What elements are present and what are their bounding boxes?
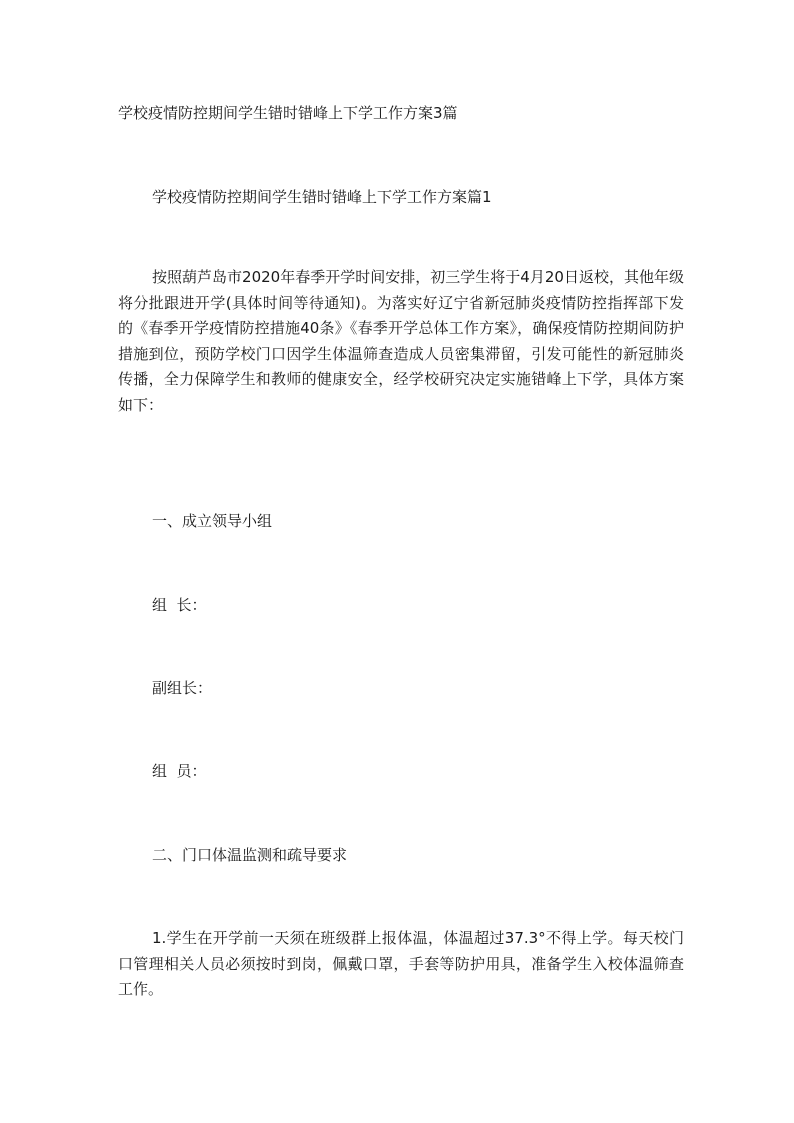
document-title: 学校疫情防控期间学生错时错峰上下学工作方案3篇: [118, 104, 458, 122]
leader-label: 组 长：: [152, 596, 207, 614]
intro-paragraph: 按照葫芦岛市2020年春季开学时间安排，初三学生将于4月20日返校，其他年级将分批跟进开学(具体时间等待通知)。为落实好辽宁省新冠肺炎疫情防控指挥部下发的《春季开学疫情防控措施40条》《春季开学总体工作方案》，确保疫情防控期间防护措施到位，预防学校门口因学生体温筛查造成人员密集滞留，引发可能性的新冠肺炎传播，全力保障学生和教师的健康安全，经学校研究决定实施错峰上下学，具体方案如下：: [118, 268, 684, 414]
heading-leadership-group: 一、成立领导小组: [152, 512, 273, 530]
section-title: 学校疫情防控期间学生错时错峰上下学工作方案篇1: [152, 188, 492, 206]
heading-gate-temperature: 二、门口体温监测和疏导要求: [152, 846, 348, 864]
members-label: 组 员：: [152, 762, 207, 780]
deputy-leader-label: 副组长：: [152, 679, 213, 697]
rule-1-paragraph: 1.学生在开学前一天须在班级群上报体温，体温超过37.3°不得上学。每天校门口管理相关人员必须按时到岗，佩戴口罩，手套等防护用具，准备学生入校体温筛查工作。: [118, 929, 684, 998]
